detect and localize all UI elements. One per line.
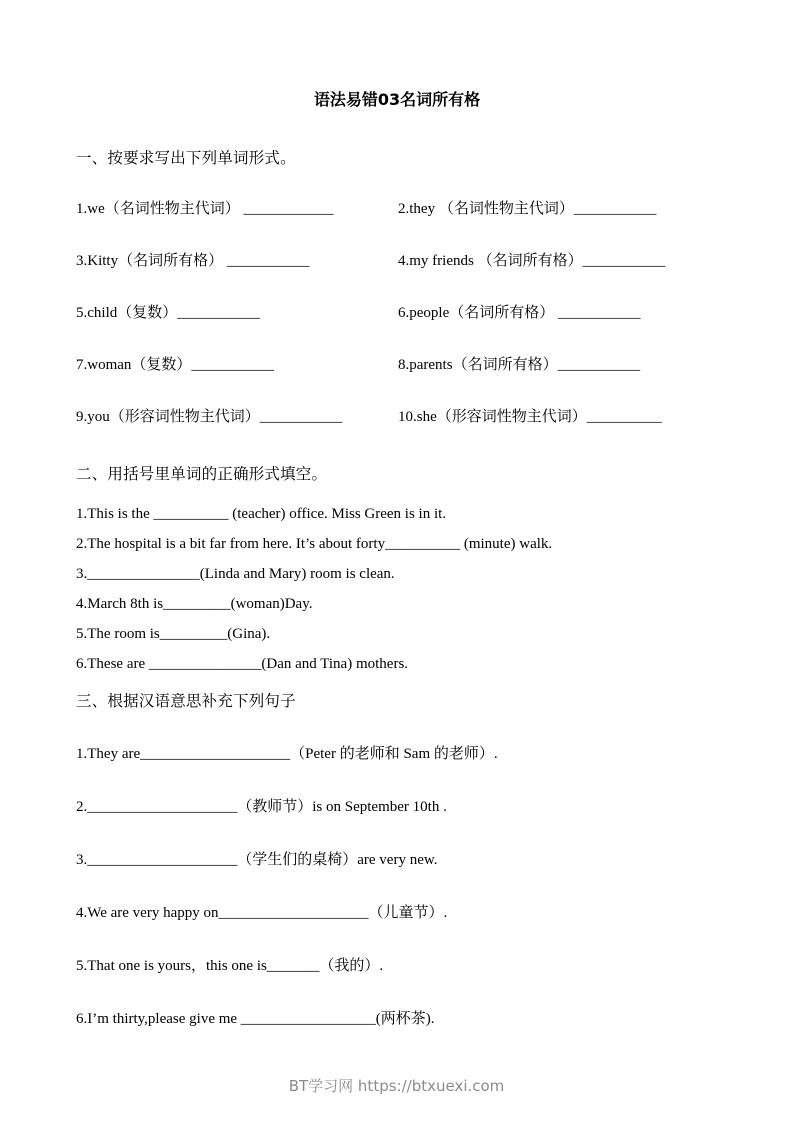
section-3-heading: 三、根据汉语意思补充下列句子 (76, 692, 296, 710)
section-word-forms (76, 148, 718, 428)
section-translate-sentences (76, 691, 718, 1030)
section-3-item-list (76, 744, 718, 1030)
fill-blank-question: 4.March 8th is_________(woman)Day. (76, 596, 313, 612)
word-form-item: 5.child（复数）___________ (76, 305, 260, 321)
page-title: 语法易错03名词所有格 (313, 90, 481, 109)
section-2-heading: 二、用括号里单词的正确形式填空。 (76, 465, 328, 483)
word-form-item: 9.you（形容词性物主代词）___________ (76, 409, 343, 425)
word-form-item: 4.my friends （名词所有格）___________ (398, 253, 666, 269)
word-form-item: 8.parents（名词所有格）___________ (398, 357, 641, 373)
section-fill-in-blanks (76, 464, 718, 679)
fill-blank-question: 2.The hospital is a bit far from here. It’s about forty__________ (minute) walk. (76, 536, 553, 552)
footer-text: BT学习网 https://btxuexi.com (288, 1077, 505, 1095)
word-form-item: 3.Kitty（名词所有格） ___________ (76, 253, 310, 269)
fill-blank-question: 3._______________(Linda and Mary) room is clean. (76, 566, 395, 582)
word-form-item: 10.she（形容词性物主代词）__________ (398, 409, 662, 425)
word-form-item: 2.they （名词性物主代词）___________ (398, 201, 657, 217)
fill-blank-question: 6.These are _______________(Dan and Tina) mothers. (76, 656, 409, 672)
word-form-item: 7.woman（复数）___________ (76, 357, 274, 373)
fill-blank-question: 5.The room is_________(Gina). (76, 626, 271, 642)
translation-question: 5.That one is yours，this one is_______（我的）. (76, 958, 384, 974)
word-form-item: 6.people（名词所有格） ___________ (398, 305, 641, 321)
section-1-heading: 一、按要求写出下列单词形式。 (76, 149, 296, 167)
translation-question: 1.They are____________________（Peter 的老师和 Sam 的老师）. (76, 746, 498, 762)
section-1-item-grid (76, 199, 718, 428)
translation-question: 2.____________________（教师节）is on September 10th . (76, 799, 447, 815)
section-2-item-list (76, 499, 718, 679)
translation-question: 6.I’m thirty,please give me __________________(两杯茶). (76, 1011, 435, 1027)
fill-blank-question: 1.This is the __________ (teacher) office. Miss Green is in it. (76, 506, 447, 522)
word-form-item: 1.we（名词性物主代词） ____________ (76, 201, 334, 217)
translation-question: 3.____________________（学生们的桌椅）are very new. (76, 852, 438, 868)
translation-question: 4.We are very happy on____________________（儿童节）. (76, 905, 448, 921)
